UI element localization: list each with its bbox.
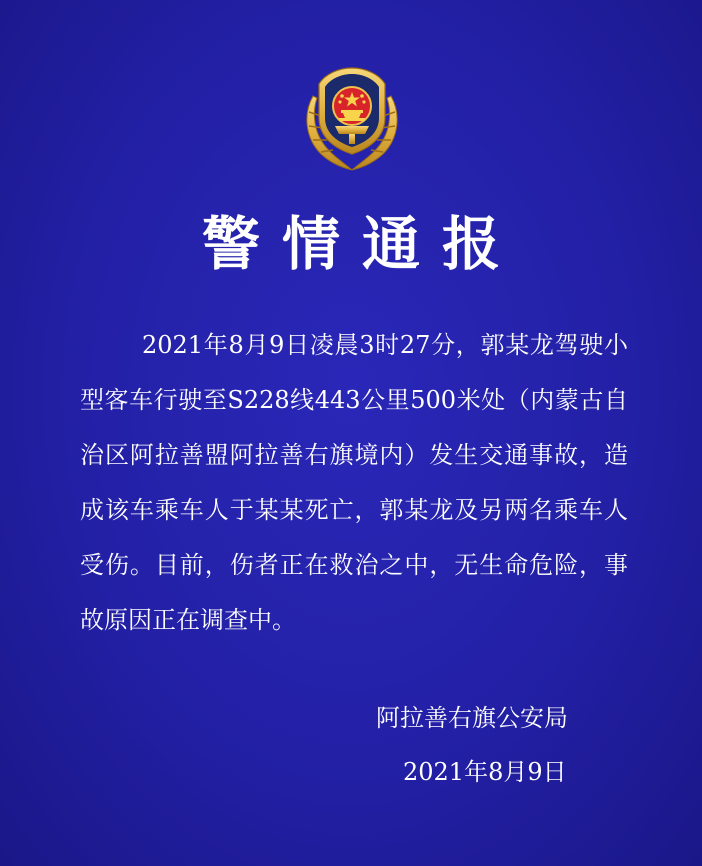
- notice-body: 2021年8月9日凌晨3时27分，郭某龙驾驶小型客车行驶至S228线443公里500米处（内蒙古自治区阿拉善盟阿拉善右旗境内）发生交通事故，造成该车乘车人于某某死亡，郭某龙及另两名乘车人受伤。目前，伤者正在救治之中，无生命危险，事故原因正在调查中。: [80, 331, 628, 634]
- issuer-name: 阿拉善右旗公安局: [376, 704, 568, 732]
- notice-title: 警情通报: [201, 210, 522, 278]
- police-emblem-icon: [299, 62, 405, 174]
- issue-date: 2021年8月9日: [403, 758, 567, 786]
